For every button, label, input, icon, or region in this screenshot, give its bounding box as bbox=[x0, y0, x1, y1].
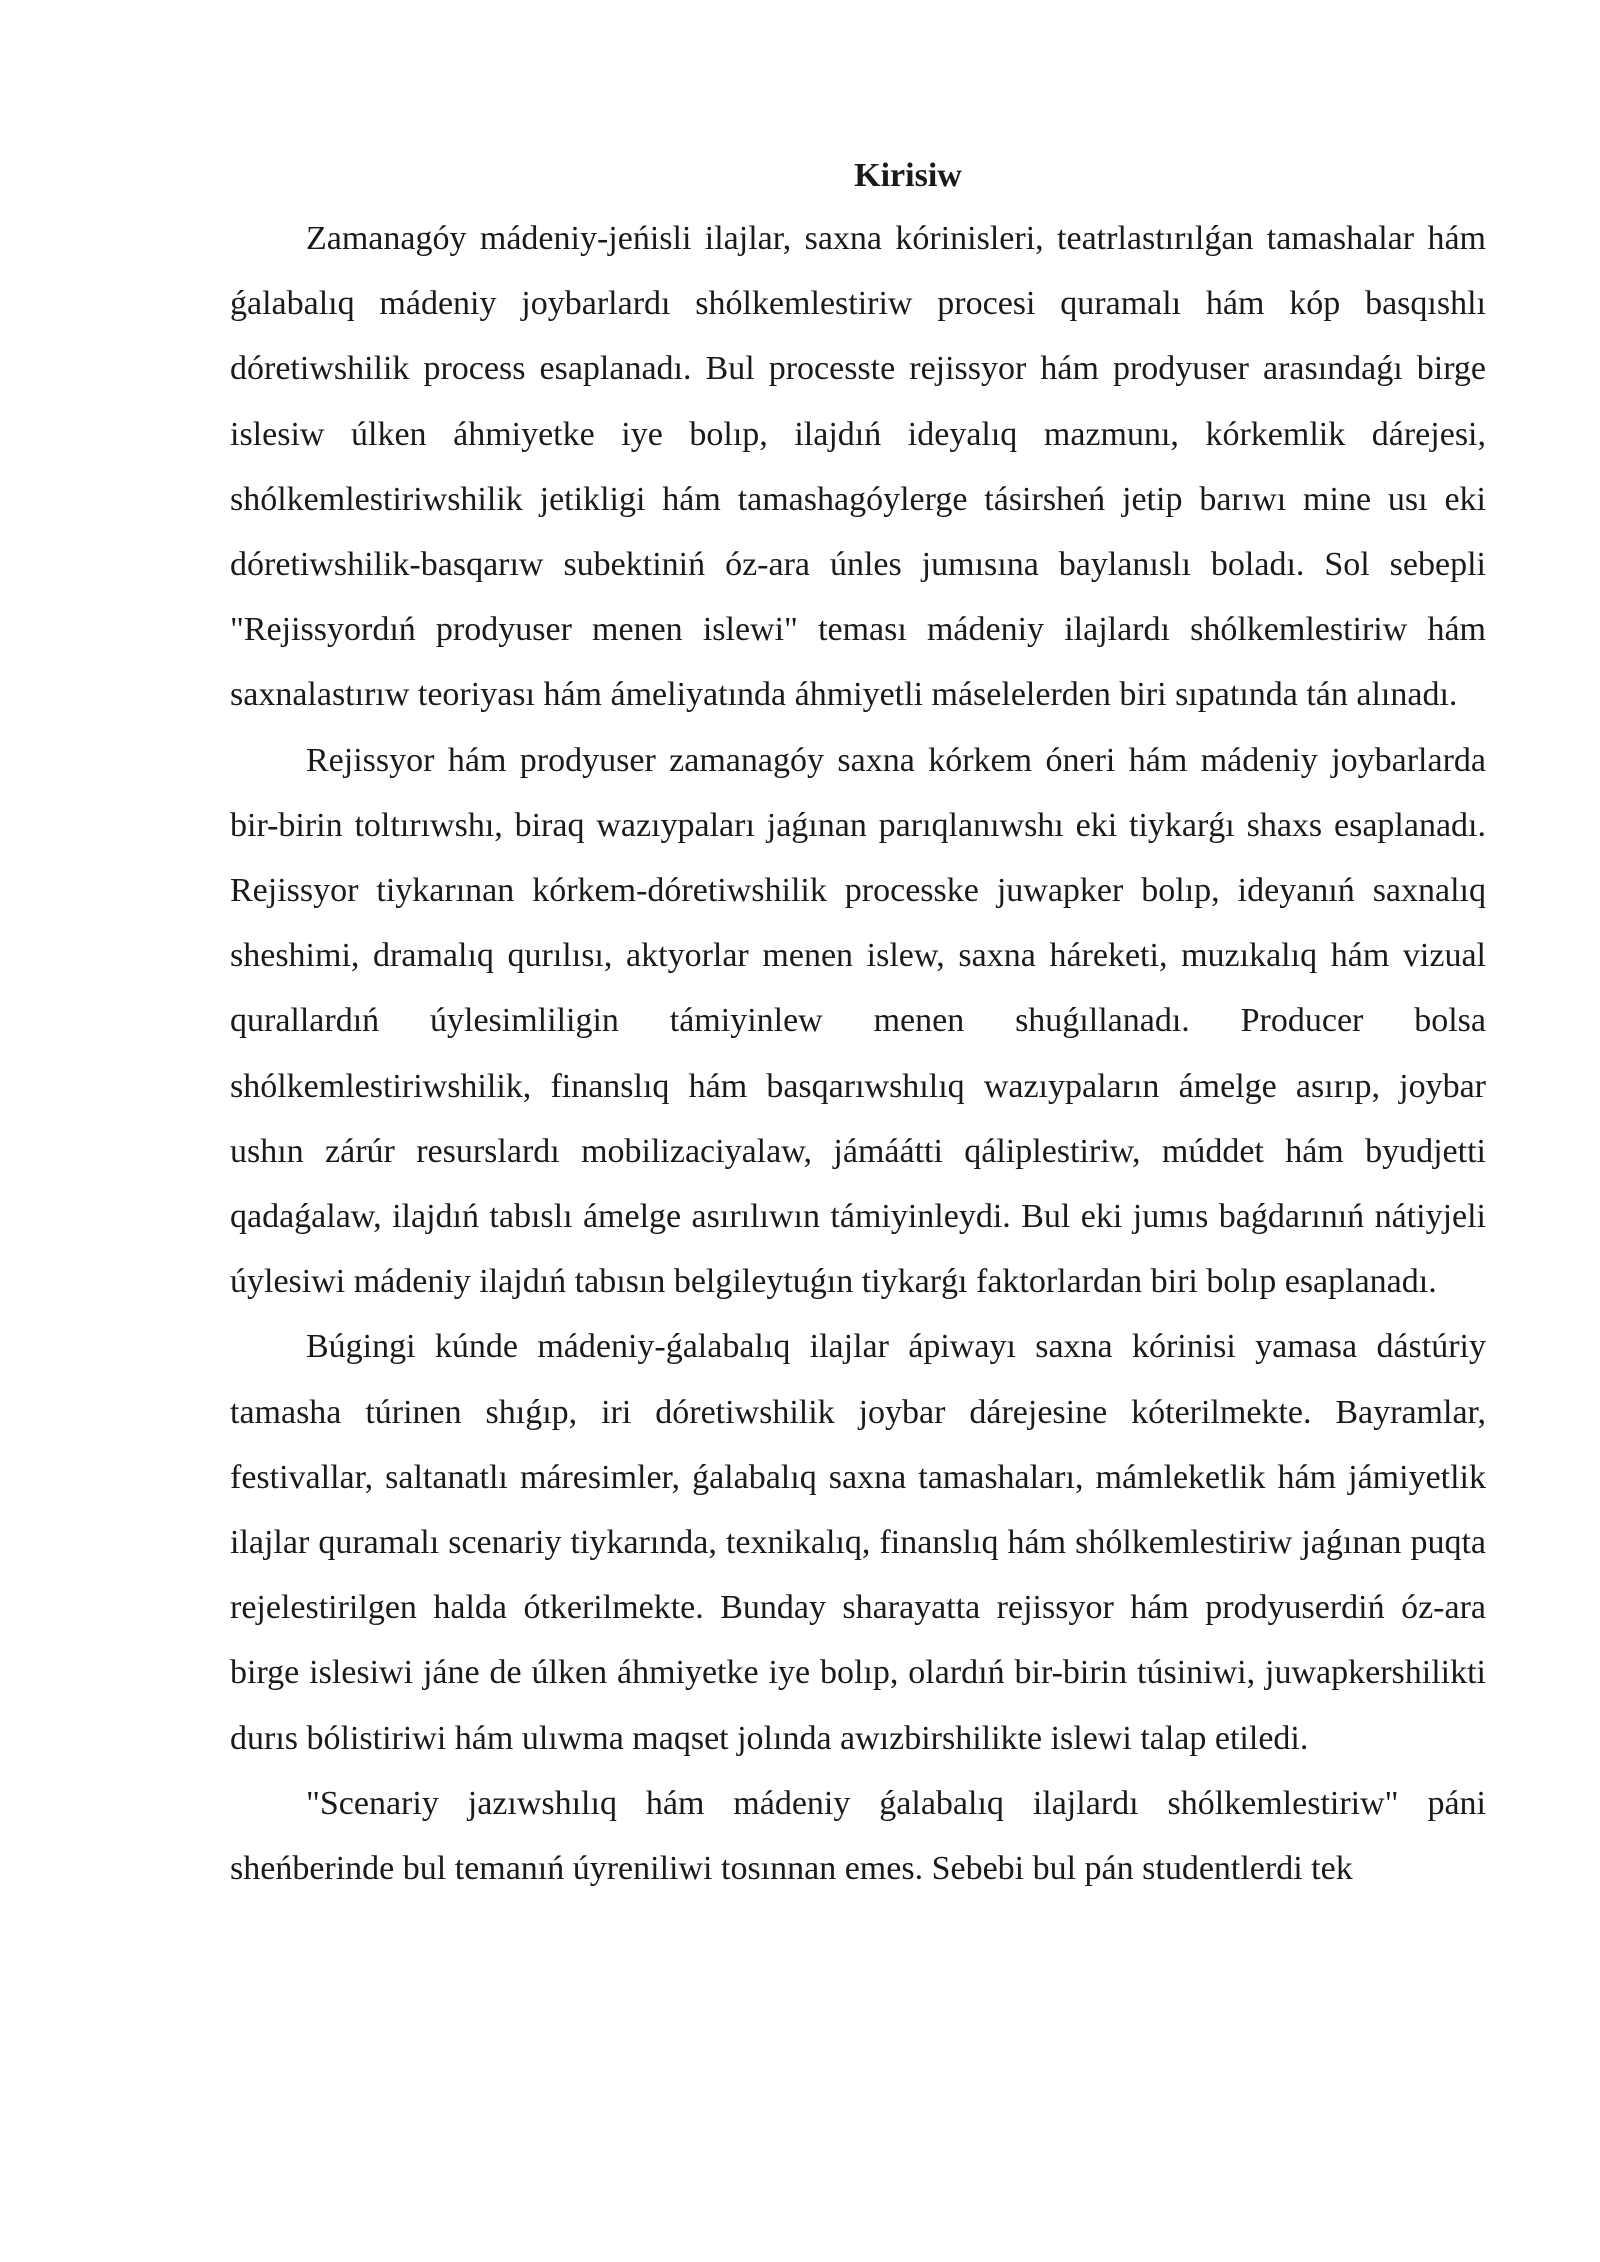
paragraph-4: "Scenariy jazıwshılıq hám mádeniy ǵalabalıq ilajlardı shólkemlestiriw" páni sheńberinde bul temanıń úyreniliwi tosınnan emes. Sebebi bul pán studentlerdi tek bbox=[230, 1784, 1486, 1888]
document-title: Kirisiw bbox=[854, 157, 962, 194]
paragraph-3: Búgingi kúnde mádeniy-ǵalabalıq ilajlar ápiwayı saxna kórinisi yamasa dástúriy tamasha túrinen shıǵıp, iri dóretiwshilik joybar dárejesine kóterilmekte. Bayramlar, festivallar, saltanatlı máresimler, ǵalabalıq saxna tamashaları, mámleketlik hám jámiyetlik ilajlar quramalı scenariy tiykarında, texnikalıq, finanslıq hám shólkemlestiriw jaǵınan puqta rejelestirilgen halda ótkerilmekte. Bunday sharayatta rejissyor hám prodyuserdiń óz-ara birge islesiwi jáne de úlken áhmiyetke iye bolıp, olardıń bir-birin túsiniwi, juwapkershilikti durıs bólistiriwi hám ulıwma maqset jolında awızbirshilikte islewi talap etiledi. bbox=[230, 1328, 1486, 1757]
paragraph-1: Zamanagóy mádeniy-jeńisli ilajlar, saxna kórinisleri, teatrlastırılǵan tamashalar hám ǵalabalıq mádeniy joybarlardı shólkemlestiriw procesi quramalı hám kóp basqıshlı dóretiwshilik process esaplanadı. Bul processte rejissyor hám prodyuser arasındaǵı birge islesiw úlken áhmiyetke iye bolıp, ilajdıń ideyalıq mazmunı, kórkemlik dárejesi, shólkemlestiriwshilik jetikligi hám tamashagóylerge tásirsheń jetip barıwı mine usı eki dóretiwshilik-basqarıw subektiniń óz-ara únles jumısına baylanıslı boladı. Sol sebepli "Rejissyordıń prodyuser menen islewi" teması mádeniy ilajlardı shólkemlestiriw hám saxnalastırıw teoriyası hám ámeliyatında áhmiyetli máselelerden biri sıpatında tán alınadı. bbox=[230, 220, 1486, 714]
document-body bbox=[230, 146, 1486, 1901]
paragraph-2: Rejissyor hám prodyuser zamanagóy saxna kórkem óneri hám mádeniy joybarlarda bir-birin toltırıwshı, biraq wazıypaları jaǵınan parıqlanıwshı eki tiykarǵı shaxs esaplanadı. Rejissyor tiykarınan kórkem-dóretiwshilik processke juwapker bolıp, ideyanıń saxnalıq sheshimi, dramalıq qurılısı, aktyorlar menen islew, saxna háreketi, muzıkalıq hám vizual qurallardıń úylesimliligin támiyinlew menen shuǵıllanadı. Producer bolsa shólkemlestiriwshilik, finanslıq hám basqarıwshılıq wazıypaların ámelge asırıp, joybar ushın zárúr resurslardı mobilizaciyalaw, jámáátti qáliplestiriw, múddet hám byudjetti qadaǵalaw, ilajdıń tabıslı ámelge asırılıwın támiyinleydi. Bul eki jumıs baǵdarınıń nátiyjeli úylesiwi mádeniy ilajdıń tabısın belgileytuǵın tiykarǵı faktorlardan biri bolıp esaplanadı. bbox=[230, 741, 1486, 1301]
